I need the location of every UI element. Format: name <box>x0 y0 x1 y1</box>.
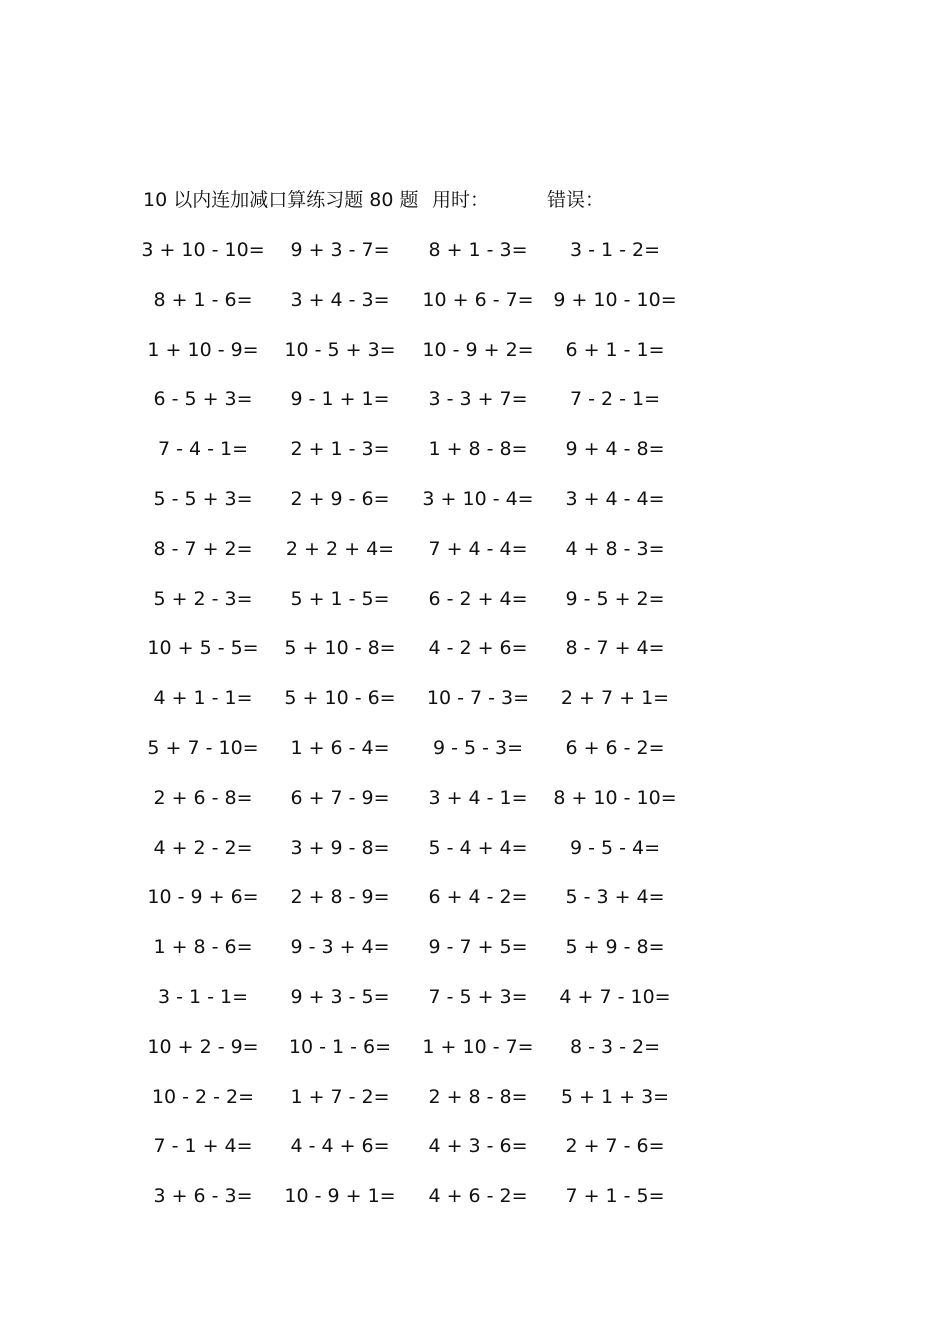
math-problem: 3 + 9 - 8= <box>290 836 390 859</box>
math-problem: 6 + 7 - 9= <box>290 786 390 809</box>
math-problem: 4 + 2 - 2= <box>153 836 253 859</box>
math-problem: 2 + 8 - 8= <box>428 1085 528 1108</box>
math-problem: 5 - 5 + 3= <box>153 487 253 510</box>
math-problem: 4 + 6 - 2= <box>428 1185 528 1208</box>
math-problem: 6 + 4 - 2= <box>428 886 528 909</box>
math-problem: 3 + 6 - 3= <box>153 1185 253 1208</box>
math-problem: 8 - 7 + 2= <box>153 537 253 560</box>
math-problem: 7 - 4 - 1= <box>157 438 249 461</box>
math-problem: 2 + 6 - 8= <box>153 786 253 809</box>
math-problem: 1 + 7 - 2= <box>290 1085 390 1108</box>
math-problem: 9 - 3 + 4= <box>290 936 390 959</box>
math-problem: 1 + 6 - 4= <box>290 736 390 759</box>
math-problem: 5 + 9 - 8= <box>565 936 665 959</box>
math-problem: 2 + 9 - 6= <box>290 487 390 510</box>
problem-row <box>140 235 700 285</box>
problem-row <box>140 1131 700 1181</box>
problem-row <box>140 335 700 385</box>
math-problem: 4 + 8 - 3= <box>565 537 665 560</box>
math-problem: 10 + 2 - 9= <box>147 1035 259 1058</box>
math-problem: 3 - 1 - 1= <box>157 985 249 1008</box>
math-problem: 5 + 7 - 10= <box>147 736 259 759</box>
math-problem: 10 + 5 - 5= <box>147 637 259 660</box>
problem-row <box>140 534 700 584</box>
math-problem: 10 + 6 - 7= <box>422 288 534 311</box>
math-problem: 3 - 1 - 2= <box>569 239 661 261</box>
math-problem: 9 + 3 - 7= <box>290 239 390 261</box>
math-problem: 7 + 4 - 4= <box>428 537 528 560</box>
math-problem: 1 + 10 - 9= <box>147 338 259 361</box>
problem-row <box>140 1082 700 1132</box>
math-problem: 4 + 1 - 1= <box>153 687 253 710</box>
time-used-label: 用时： <box>432 189 490 211</box>
math-problem: 10 - 9 + 2= <box>422 338 534 361</box>
math-problem: 5 + 10 - 6= <box>284 687 396 710</box>
math-problem: 9 - 5 + 2= <box>565 587 665 610</box>
math-problem: 6 - 5 + 3= <box>153 388 253 411</box>
math-problem: 4 + 7 - 10= <box>559 985 671 1008</box>
math-problem: 7 - 2 - 1= <box>569 388 661 411</box>
problem-row <box>140 683 700 733</box>
math-problem: 7 - 5 + 3= <box>428 985 528 1008</box>
math-problem: 9 + 4 - 8= <box>565 438 665 461</box>
math-problem: 1 + 10 - 7= <box>422 1035 534 1058</box>
math-problem: 3 + 4 - 1= <box>428 786 528 809</box>
math-problem: 3 + 10 - 4= <box>422 487 534 510</box>
math-problem: 9 + 3 - 5= <box>290 985 390 1008</box>
math-problem: 2 + 7 - 6= <box>565 1135 665 1158</box>
math-problem: 2 + 7 + 1= <box>560 687 670 710</box>
math-problem: 10 - 7 - 3= <box>426 687 530 710</box>
math-problem: 3 - 3 + 7= <box>428 388 528 411</box>
math-problem: 5 + 1 + 3= <box>560 1085 670 1108</box>
math-problem: 4 - 2 + 6= <box>428 637 528 660</box>
math-problem: 7 - 1 + 4= <box>153 1135 253 1158</box>
problem-row <box>140 882 700 932</box>
math-problem: 10 - 9 + 6= <box>147 886 259 909</box>
math-problem: 2 + 1 - 3= <box>290 438 390 461</box>
math-problem: 6 - 2 + 4= <box>428 587 528 610</box>
problem-row <box>140 833 700 883</box>
problem-grid <box>140 235 700 1231</box>
math-problem: 4 + 3 - 6= <box>428 1135 528 1158</box>
problem-row <box>140 484 700 534</box>
math-problem: 9 - 1 + 1= <box>290 388 390 411</box>
problem-row <box>140 1032 700 1082</box>
math-problem: 9 - 7 + 5= <box>428 936 528 959</box>
math-problem: 8 + 10 - 10= <box>553 786 677 809</box>
problem-row <box>140 783 700 833</box>
error-count-label: 错误： <box>547 189 605 211</box>
math-problem: 8 - 3 - 2= <box>569 1035 661 1058</box>
math-problem: 7 + 1 - 5= <box>565 1185 665 1208</box>
math-problem: 2 + 2 + 4= <box>285 537 395 560</box>
math-problem: 8 - 7 + 4= <box>565 637 665 660</box>
math-problem: 9 - 5 - 3= <box>432 736 524 759</box>
math-problem: 6 + 1 - 1= <box>565 338 665 361</box>
math-problem: 5 + 2 - 3= <box>153 587 253 610</box>
math-problem: 4 - 4 + 6= <box>290 1135 390 1158</box>
math-problem: 5 - 3 + 4= <box>565 886 665 909</box>
math-problem: 9 + 10 - 10= <box>553 288 677 311</box>
problem-row <box>140 932 700 982</box>
math-problem: 6 + 6 - 2= <box>565 736 665 759</box>
problem-row <box>140 1181 700 1231</box>
math-problem: 3 + 4 - 4= <box>565 487 665 510</box>
math-problem: 10 - 1 - 6= <box>288 1035 392 1058</box>
math-problem: 5 + 10 - 8= <box>284 637 396 660</box>
math-problem: 3 + 10 - 10= <box>141 239 265 261</box>
worksheet-title: 10 以内连加减口算练习题 80 题 <box>143 189 419 211</box>
math-problem: 1 + 8 - 6= <box>153 936 253 959</box>
problem-row <box>140 982 700 1032</box>
math-problem: 3 + 4 - 3= <box>290 288 390 311</box>
math-problem: 1 + 8 - 8= <box>428 438 528 461</box>
problem-row <box>140 434 700 484</box>
math-problem: 10 - 2 - 2= <box>151 1085 255 1108</box>
problem-row <box>140 633 700 683</box>
math-problem: 10 - 5 + 3= <box>284 338 396 361</box>
math-problem: 5 - 4 + 4= <box>428 836 528 859</box>
math-problem: 2 + 8 - 9= <box>290 886 390 909</box>
problem-row <box>140 733 700 783</box>
problem-row <box>140 285 700 335</box>
problem-row <box>140 584 700 634</box>
problem-row <box>140 384 700 434</box>
math-problem: 8 + 1 - 3= <box>428 239 528 261</box>
math-problem: 10 - 9 + 1= <box>284 1185 396 1208</box>
math-problem: 8 + 1 - 6= <box>153 288 253 311</box>
math-problem: 5 + 1 - 5= <box>290 587 390 610</box>
math-problem: 9 - 5 - 4= <box>569 836 661 859</box>
